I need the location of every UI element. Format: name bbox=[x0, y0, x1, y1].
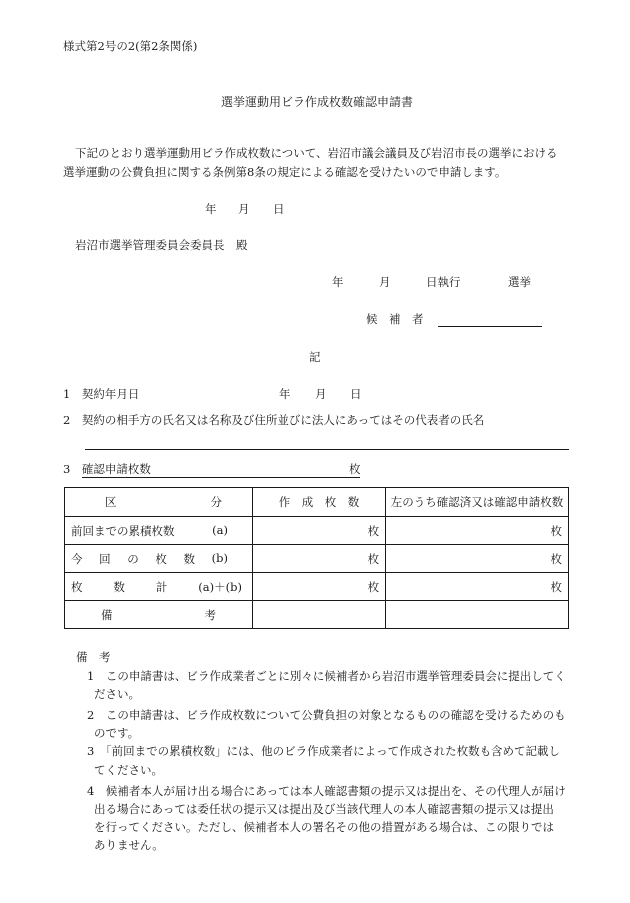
row-current-tag: (b) bbox=[211, 550, 228, 565]
item2-answer-line[interactable] bbox=[85, 449, 569, 450]
header-category bbox=[65, 488, 253, 517]
row-previous-tag: (a) bbox=[212, 522, 228, 537]
date-day: 日 bbox=[273, 202, 285, 216]
item1-label: 1 契約年月日 bbox=[63, 387, 140, 401]
row-previous-label bbox=[65, 517, 253, 545]
row-current-created[interactable]: 枚 bbox=[252, 545, 385, 573]
notes-heading: 備 考 bbox=[76, 650, 111, 664]
ki-heading: 記 bbox=[309, 350, 321, 364]
table-row bbox=[65, 601, 569, 629]
item1-year: 年 bbox=[279, 387, 291, 401]
note-2-line-1: 2 この申請書は、ビラ作成枚数について公費負担の対象となるものの確認を受けるためのも bbox=[87, 708, 566, 722]
page-title: 選挙運動用ビラ作成枚数確認申請書 bbox=[221, 95, 414, 109]
election-month: 月 bbox=[379, 275, 391, 289]
row-total-confirmed[interactable]: 枚 bbox=[386, 573, 569, 601]
intro-line-1: 下記のとおり選挙運動用ビラ作成枚数について、岩沼市議会議員及び岩沼市長の選挙における bbox=[75, 146, 558, 160]
note-3-line-2: てください。 bbox=[94, 763, 163, 777]
header-confirmed-count: 左のうち確認済又は確認申請枚数 bbox=[386, 488, 569, 517]
row-remarks-char-1: 備 bbox=[101, 607, 113, 622]
row-remarks-label bbox=[65, 601, 253, 629]
note-4-line-1: 4 候補者本人が届け出る場合にあっては本人確認書類の提示又は提出を、その代理人が届け bbox=[87, 784, 566, 798]
form-number: 様式第2号の2(第2条関係) bbox=[63, 39, 198, 53]
row-current-char-2: 回 bbox=[99, 551, 111, 566]
row-current-char-4: 枚 bbox=[155, 551, 167, 566]
note-2-line-2: のです。 bbox=[94, 726, 140, 740]
intro-line-2: 選挙運動の公費負担に関する条例第8条の規定による確認を受けたいので申請します。 bbox=[63, 165, 507, 179]
header-category-a: 区 bbox=[105, 495, 117, 509]
candidate-label: 候 補 者 bbox=[366, 312, 424, 326]
header-category-b: 分 bbox=[210, 495, 222, 509]
election-type: 選挙 bbox=[508, 275, 531, 289]
note-4-line-3: を行ってください。ただし、候補者本人の署名その他の措置がある場合は、この限りでは bbox=[94, 820, 554, 834]
row-previous-text: 前回までの累積枚数 bbox=[71, 523, 175, 538]
row-total-created[interactable]: 枚 bbox=[252, 573, 385, 601]
note-1-line-1: 1 この申請書は、ビラ作成業者ごとに別々に候補者から岩沼市選挙管理委員会に提出してく bbox=[87, 669, 566, 683]
date-year: 年 bbox=[205, 202, 217, 216]
row-previous-created[interactable]: 枚 bbox=[252, 517, 385, 545]
row-remarks-created[interactable] bbox=[252, 601, 385, 629]
item2-label: 2 契約の相手方の氏名又は名称及び住所並びに法人にあってはその代表者の氏名 bbox=[63, 413, 485, 427]
note-4-line-2: 出る場合にあっては委任状の提示又は提出及び当該代理人の本人確認書類の提示又は提出 bbox=[94, 802, 554, 816]
row-current-char-5: 数 bbox=[183, 551, 195, 566]
table-row bbox=[65, 517, 569, 545]
election-day-held: 日執行 bbox=[426, 275, 461, 289]
note-3-line-1: 3 「前回までの累積枚数」には、他のビラ作成業者によって作成された枚数も含めて記載し bbox=[87, 744, 561, 758]
row-current-char-1: 今 bbox=[71, 551, 83, 566]
item1-day: 日 bbox=[350, 387, 362, 401]
row-total-label bbox=[65, 573, 253, 601]
item1-month: 月 bbox=[315, 387, 327, 401]
row-current-label bbox=[65, 545, 253, 573]
row-remarks-char-2: 考 bbox=[204, 607, 216, 622]
row-total-char-3: 計 bbox=[155, 579, 168, 594]
date-month: 月 bbox=[238, 202, 250, 216]
item3-unit: 枚 bbox=[349, 462, 361, 476]
row-remarks-confirmed[interactable] bbox=[386, 601, 569, 629]
note-1-line-2: ださい。 bbox=[94, 687, 140, 701]
table-row bbox=[65, 573, 569, 601]
row-previous-confirmed[interactable]: 枚 bbox=[386, 517, 569, 545]
election-year: 年 bbox=[332, 275, 344, 289]
row-total-char-1: 枚 bbox=[71, 579, 83, 594]
header-created-count: 作 成 枚 数 bbox=[252, 488, 385, 517]
addressee: 岩沼市選挙管理委員会委員長 殿 bbox=[75, 238, 248, 252]
row-current-char-3: の bbox=[127, 551, 139, 566]
application-count-table bbox=[64, 487, 569, 629]
row-total-tag: (a)＋(b) bbox=[198, 579, 242, 594]
row-current-confirmed[interactable]: 枚 bbox=[386, 545, 569, 573]
candidate-signature-line[interactable] bbox=[438, 326, 542, 327]
note-4-line-4: ありません。 bbox=[94, 838, 164, 852]
row-total-char-2: 数 bbox=[113, 579, 125, 594]
item3-underline bbox=[82, 477, 360, 478]
table-header-row bbox=[65, 488, 569, 517]
item3-label: 3 確認申請枚数 bbox=[63, 462, 151, 476]
table-row bbox=[65, 545, 569, 573]
